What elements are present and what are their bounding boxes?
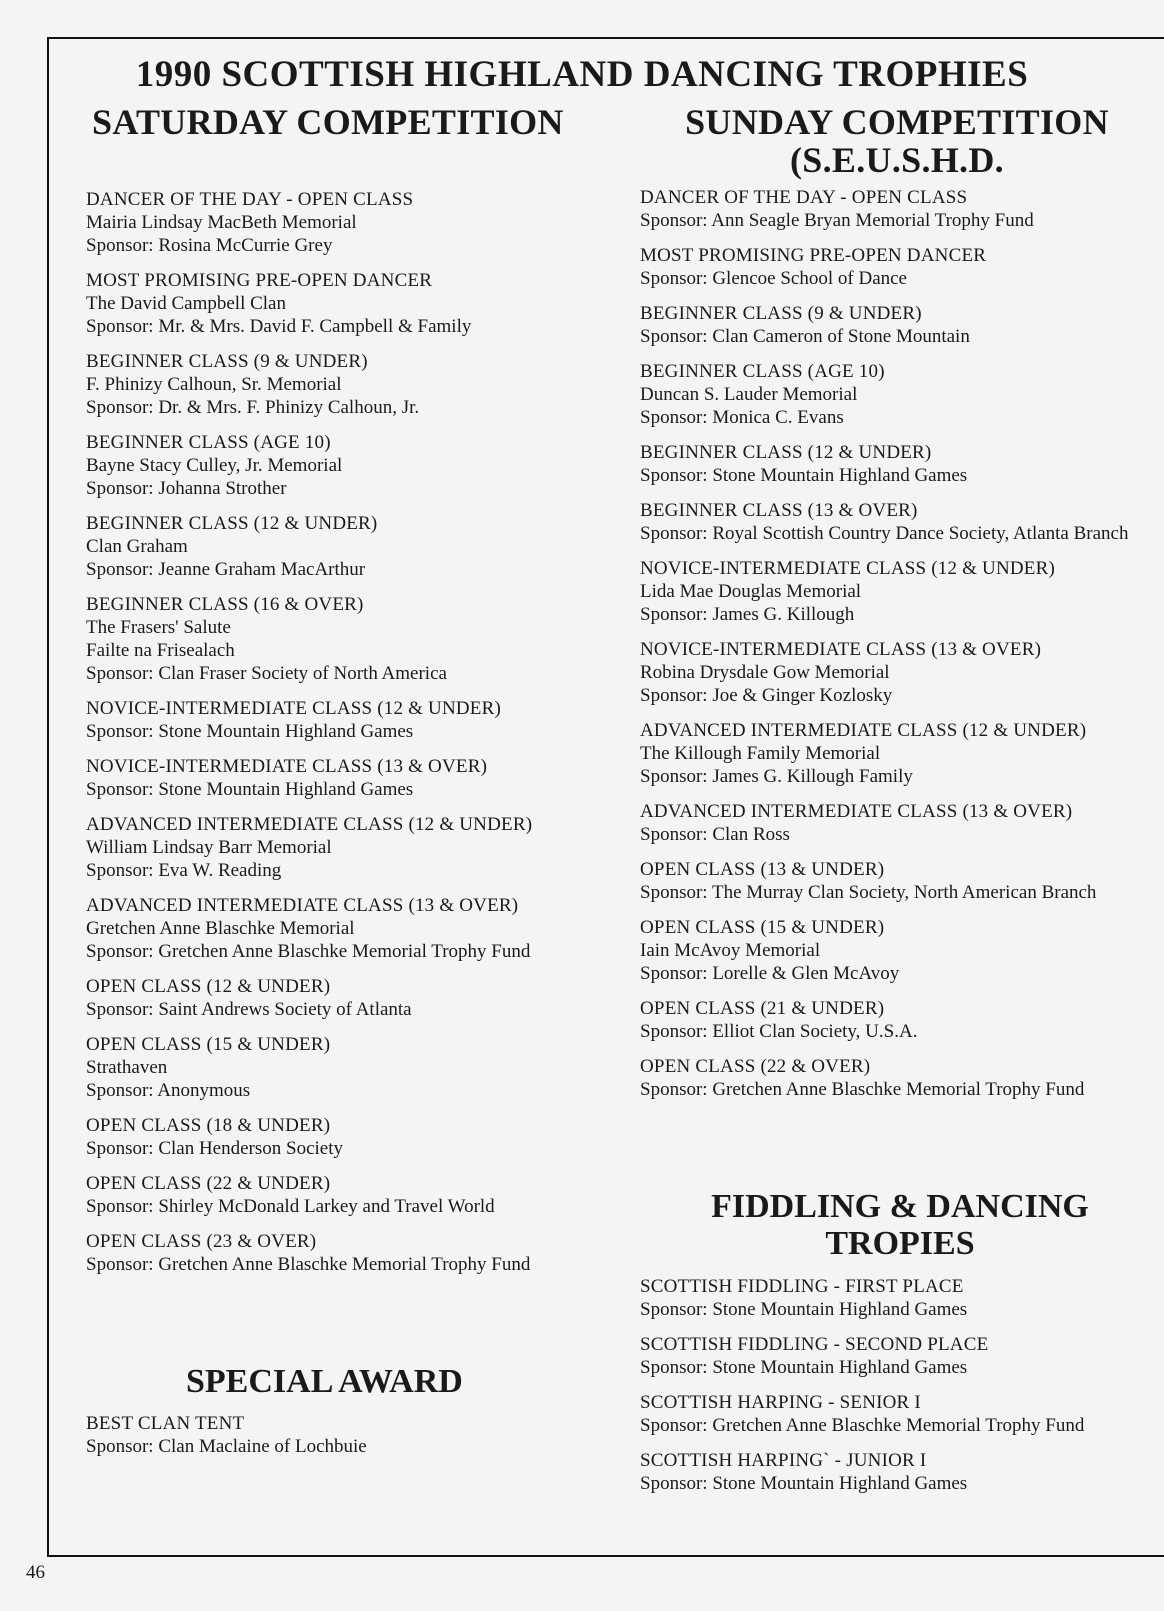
- trophy-entry: [640, 858, 1160, 904]
- trophy-class: BEGINNER CLASS (AGE 10): [640, 361, 885, 382]
- trophy-name: Iain McAvoy Memorial: [640, 940, 821, 961]
- trophy-class: DANCER OF THE DAY - OPEN CLASS: [640, 187, 968, 208]
- trophy-class: SCOTTISH HARPING` - JUNIOR I: [640, 1450, 927, 1471]
- trophy-class: ADVANCED INTERMEDIATE CLASS (12 & UNDER): [640, 720, 1087, 741]
- trophy-class: BEGINNER CLASS (13 & OVER): [640, 500, 918, 521]
- trophy-class: ADVANCED INTERMEDIATE CLASS (12 & UNDER): [86, 814, 533, 835]
- trophy-class: OPEN CLASS (22 & OVER): [640, 1056, 871, 1077]
- trophy-sponsor: Sponsor: Saint Andrews Society of Atlanta: [86, 999, 412, 1020]
- trophy-entry: [86, 1172, 646, 1218]
- trophy-entry: [640, 1333, 1160, 1379]
- trophy-class: ADVANCED INTERMEDIATE CLASS (13 & OVER): [86, 895, 519, 916]
- trophy-entry: [640, 1449, 1160, 1495]
- trophy-entry: [86, 1412, 646, 1458]
- trophy-sponsor: Sponsor: Shirley McDonald Larkey and Travel World: [86, 1196, 495, 1217]
- trophy-class: DANCER OF THE DAY - OPEN CLASS: [86, 189, 414, 210]
- trophy-sponsor: Sponsor: Anonymous: [86, 1080, 251, 1101]
- trophy-entry: [640, 1391, 1160, 1437]
- trophy-sponsor: Sponsor: Lorelle & Glen McAvoy: [640, 963, 900, 984]
- trophy-name: Mairia Lindsay MacBeth Memorial: [86, 212, 357, 233]
- trophy-name: Strathaven: [86, 1057, 168, 1078]
- trophy-entry: [640, 186, 1160, 232]
- trophy-sponsor: Sponsor: Stone Mountain Highland Games: [86, 779, 414, 800]
- trophy-entry: [640, 916, 1160, 985]
- page-title: 1990 SCOTTISH HIGHLAND DANCING TROPHIES: [135, 54, 1029, 95]
- trophy-sponsor: Sponsor: Stone Mountain Highland Games: [640, 1299, 968, 1320]
- trophy-class: BEGINNER CLASS (9 & UNDER): [640, 303, 922, 324]
- trophy-entry: [86, 512, 646, 581]
- trophy-sponsor: Sponsor: Gretchen Anne Blaschke Memorial Trophy Fund: [86, 941, 531, 962]
- trophy-entry: [86, 350, 646, 419]
- trophy-class: OPEN CLASS (21 & UNDER): [640, 998, 885, 1019]
- trophy-sponsor: Sponsor: Gretchen Anne Blaschke Memorial Trophy Fund: [640, 1079, 1085, 1100]
- trophy-sponsor: Sponsor: Gretchen Anne Blaschke Memorial Trophy Fund: [640, 1415, 1085, 1436]
- trophy-entry: [640, 1055, 1160, 1101]
- trophy-class: BEGINNER CLASS (9 & UNDER): [86, 351, 368, 372]
- trophy-sponsor: Sponsor: Mr. & Mrs. David F. Campbell & Family: [86, 316, 472, 337]
- trophy-name: William Lindsay Barr Memorial: [86, 837, 332, 858]
- trophy-name: F. Phinizy Calhoun, Sr. Memorial: [86, 374, 342, 395]
- trophy-entry: [640, 441, 1160, 487]
- trophy-sponsor: Sponsor: Royal Scottish Country Dance Society, Atlanta Branch: [640, 523, 1129, 544]
- sunday-title-line2: (S.E.U.S.H.D.: [790, 139, 1004, 180]
- trophy-class: SCOTTISH HARPING - SENIOR I: [640, 1392, 921, 1413]
- sunday-competition-title: [662, 104, 1132, 180]
- trophy-sponsor: Sponsor: Monica C. Evans: [640, 407, 844, 428]
- trophy-entry: [86, 894, 646, 963]
- trophy-entry: [86, 593, 646, 685]
- trophy-entry: [640, 638, 1160, 707]
- trophy-sponsor: Sponsor: Clan Ross: [640, 824, 790, 845]
- trophy-class: OPEN CLASS (12 & UNDER): [86, 976, 331, 997]
- trophy-name: Failte na Frisealach: [86, 640, 235, 661]
- special-award-list: [86, 1412, 646, 1470]
- trophy-sponsor: Sponsor: Rosina McCurrie Grey: [86, 235, 333, 256]
- trophy-class: OPEN CLASS (23 & OVER): [86, 1231, 317, 1252]
- trophy-entry: [86, 431, 646, 500]
- trophy-sponsor: Sponsor: James G. Killough Family: [640, 766, 913, 787]
- trophy-name: Lida Mae Douglas Memorial: [640, 581, 862, 602]
- trophy-entry: [640, 499, 1160, 545]
- trophy-name: The Frasers' Salute: [86, 617, 231, 638]
- trophy-name: Duncan S. Lauder Memorial: [640, 384, 858, 405]
- trophy-entry: [86, 813, 646, 882]
- trophy-entry: [640, 997, 1160, 1043]
- trophy-entry: [86, 975, 646, 1021]
- trophy-name: Robina Drysdale Gow Memorial: [640, 662, 890, 683]
- trophy-entry: [640, 360, 1160, 429]
- trophy-entry: [86, 697, 646, 743]
- trophy-class: NOVICE-INTERMEDIATE CLASS (13 & OVER): [86, 756, 488, 777]
- trophy-sponsor: Sponsor: Clan Henderson Society: [86, 1138, 344, 1159]
- trophy-sponsor: Sponsor: Ann Seagle Bryan Memorial Trophy Fund: [640, 210, 1034, 231]
- fiddling-title-line2: TROPIES: [825, 1225, 975, 1263]
- trophy-sponsor: Sponsor: Stone Mountain Highland Games: [640, 1357, 968, 1378]
- trophy-sponsor: Sponsor: Clan Fraser Society of North America: [86, 663, 447, 684]
- trophy-entry: [640, 1275, 1160, 1321]
- page-number: 46: [26, 1562, 45, 1583]
- sunday-title-line1: SUNDAY COMPETITION: [685, 102, 1109, 142]
- trophy-class: MOST PROMISING PRE-OPEN DANCER: [86, 270, 433, 291]
- trophy-sponsor: Sponsor: James G. Killough: [640, 604, 855, 625]
- trophy-sponsor: Sponsor: Stone Mountain Highland Games: [640, 1473, 968, 1494]
- trophy-class: NOVICE-INTERMEDIATE CLASS (12 & UNDER): [86, 698, 502, 719]
- trophy-class: OPEN CLASS (18 & UNDER): [86, 1115, 331, 1136]
- trophy-class: BEST CLAN TENT: [86, 1413, 245, 1434]
- trophy-entry: [86, 1114, 646, 1160]
- trophy-sponsor: Sponsor: Glencoe School of Dance: [640, 268, 907, 289]
- trophy-class: BEGINNER CLASS (AGE 10): [86, 432, 331, 453]
- saturday-trophy-list: [86, 188, 646, 1288]
- trophy-entry: [640, 302, 1160, 348]
- trophy-sponsor: Sponsor: The Murray Clan Society, North American Branch: [640, 882, 1097, 903]
- special-award-title: SPECIAL AWARD: [186, 1363, 463, 1400]
- trophy-sponsor: Sponsor: Stone Mountain Highland Games: [640, 465, 968, 486]
- trophy-entry: [86, 755, 646, 801]
- trophy-class: NOVICE-INTERMEDIATE CLASS (13 & OVER): [640, 639, 1042, 660]
- fiddling-dancing-title: [680, 1188, 1120, 1263]
- trophy-class: OPEN CLASS (15 & UNDER): [640, 917, 885, 938]
- trophy-class: OPEN CLASS (22 & UNDER): [86, 1173, 331, 1194]
- saturday-competition-title: SATURDAY COMPETITION: [92, 102, 564, 142]
- trophy-entry: [640, 244, 1160, 290]
- trophy-class: BEGINNER CLASS (12 & UNDER): [86, 513, 378, 534]
- trophy-sponsor: Sponsor: Stone Mountain Highland Games: [86, 721, 414, 742]
- trophy-sponsor: Sponsor: Clan Cameron of Stone Mountain: [640, 326, 970, 347]
- fiddling-title-line1: FIDDLING & DANCING: [711, 1188, 1089, 1225]
- trophy-name: Bayne Stacy Culley, Jr. Memorial: [86, 455, 343, 476]
- trophy-entry: [640, 800, 1160, 846]
- sunday-trophy-list: [640, 186, 1160, 1113]
- trophy-sponsor: Sponsor: Johanna Strother: [86, 478, 287, 499]
- trophy-entry: [86, 1230, 646, 1276]
- trophy-entry: [86, 1033, 646, 1102]
- trophy-sponsor: Sponsor: Gretchen Anne Blaschke Memorial Trophy Fund: [86, 1254, 531, 1275]
- trophy-class: BEGINNER CLASS (12 & UNDER): [640, 442, 932, 463]
- trophy-name: Gretchen Anne Blaschke Memorial: [86, 918, 355, 939]
- trophy-entry: [640, 557, 1160, 626]
- trophy-class: OPEN CLASS (13 & UNDER): [640, 859, 885, 880]
- trophy-sponsor: Sponsor: Elliot Clan Society, U.S.A.: [640, 1021, 918, 1042]
- trophy-name: Clan Graham: [86, 536, 188, 557]
- trophy-class: MOST PROMISING PRE-OPEN DANCER: [640, 245, 987, 266]
- trophy-sponsor: Sponsor: Clan Maclaine of Lochbuie: [86, 1436, 367, 1457]
- trophy-class: SCOTTISH FIDDLING - SECOND PLACE: [640, 1334, 989, 1355]
- trophy-class: SCOTTISH FIDDLING - FIRST PLACE: [640, 1276, 964, 1297]
- trophy-sponsor: Sponsor: Eva W. Reading: [86, 860, 282, 881]
- trophy-sponsor: Sponsor: Jeanne Graham MacArthur: [86, 559, 366, 580]
- trophy-class: NOVICE-INTERMEDIATE CLASS (12 & UNDER): [640, 558, 1056, 579]
- trophy-class: BEGINNER CLASS (16 & OVER): [86, 594, 364, 615]
- trophy-entry: [640, 719, 1160, 788]
- trophy-entry: [86, 269, 646, 338]
- trophy-class: OPEN CLASS (15 & UNDER): [86, 1034, 331, 1055]
- trophy-class: ADVANCED INTERMEDIATE CLASS (13 & OVER): [640, 801, 1073, 822]
- trophy-name: The Killough Family Memorial: [640, 743, 881, 764]
- trophy-entry: [86, 188, 646, 257]
- trophy-sponsor: Sponsor: Dr. & Mrs. F. Phinizy Calhoun, Jr.: [86, 397, 420, 418]
- trophy-sponsor: Sponsor: Joe & Ginger Kozlosky: [640, 685, 893, 706]
- fiddling-trophy-list: [640, 1275, 1160, 1507]
- trophy-name: The David Campbell Clan: [86, 293, 286, 314]
